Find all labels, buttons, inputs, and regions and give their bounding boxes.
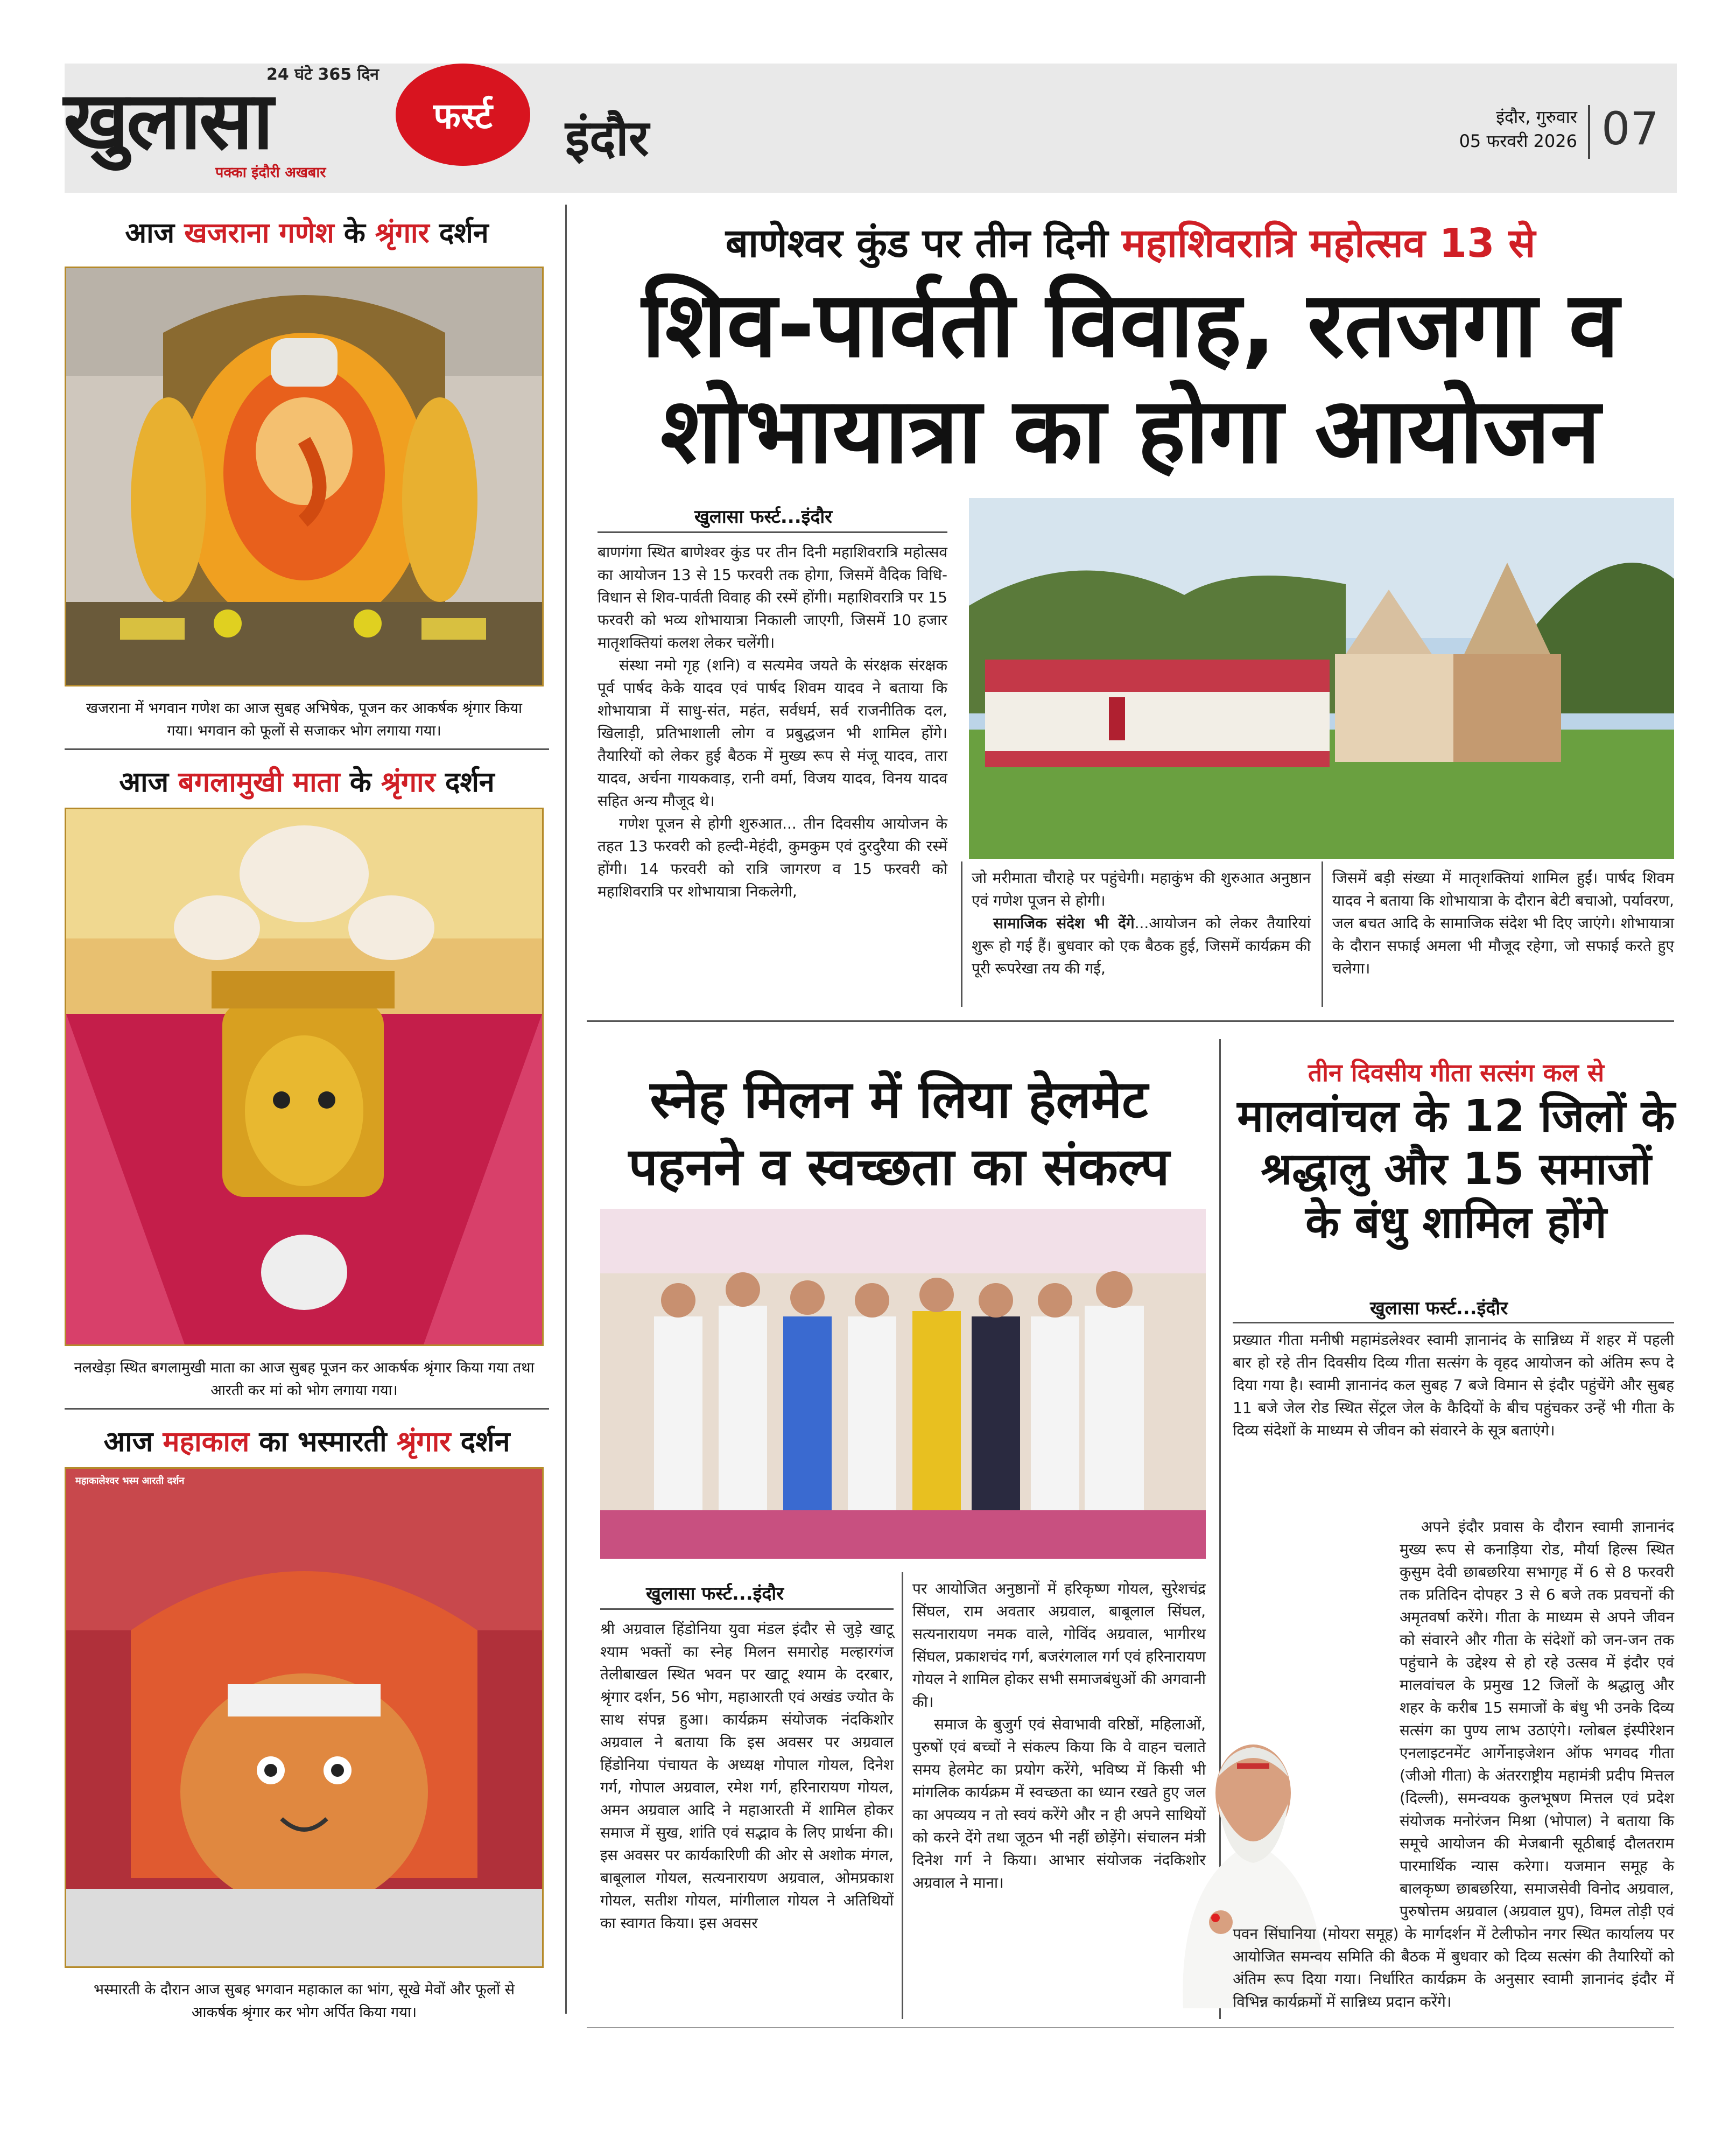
group-photo-illustration [600, 1209, 1206, 1559]
story2-headline: स्नेह मिलन में लिया हेलमेट पहनने व स्वच्छता का संकल्प [628, 1069, 1170, 1197]
story3-body-continued: अपने इंदौर प्रवास के दौरान स्वामी ज्ञानानंद मुख्य रूप से कनाड़िया रोड, मौर्या हिल्स स्थित कुसुम देवी छाबछरिया सभागृह में 6 से 8 फरवरी तक प्रतिदिन दोपहर 3 से 6 बजे तक प्रवचनों की अमृतवर्षा करेंगे। गीता के माध्यम से अपने जीवन को संवारने और गीता के संदेशों को जन-जन तक पहुंचाने के उद्देश्य से हो रहे उत्सव में इंदौर एवं मालवांचल के प्रमुख 12 जिलों के श्रद्धालु और शहर के करीब 15 समाजों के बंधु भी उनके दिव्य सत्संग का पुण्य लाभ उठाएंगे। ग्लोबल इंस्पीरेशन एनलाइटनमेंट आर्गेनाइजेशन ऑफ भगवद गीता (जीओ गीता) के अंतरराष्ट्रीय महामंत्री प्रदीप मित्तल (दिल्ली), समन्वयक कुलभूषण मित्तल एवं प्रदेश संयोजक मनोरंजन मिश्रा (भोपाल) ने बताया कि समूचे आयोजन की मेजबानी सूठीबाई दौलतराम पारमार्थिक न्यास करेगा। यजमान समूह के बालकृष्ण छाबछरिया, समाजसेवी विनोद अग्रवाल, पुरुषोत्तम अग्रवाल (अग्रवाल ग्रुप), विमल तोड़ी एवं पवन सिंघानिया (मोयरा समूह) के मार्गदर्शन में टेलीफोन नगर स्थित कार्यालय पर आयोजित समन्वय समिति की बैठक में बुधवार को दिव्य सत्संग की तैयारियों को अंतिम रूप दिया गया। निर्धारित कार्यक्रम के अनुसार स्वामी ज्ञानानंद इंदौर में विभिन्न कार्यक्रमों में सान्निध्य प्रदान करेंगे। [1233, 1518, 1674, 2010]
logo-badge: फर्स्ट [396, 64, 530, 166]
portrait-text-wrap [1233, 1672, 1394, 1919]
story3-kicker: तीन दिवसीय गीता सत्संग कल से [1308, 1058, 1605, 1087]
baglamukhi-idol-illustration [66, 809, 542, 1344]
mahakal-heading: आज महाकाल का भस्मारती श्रृंगार दर्शन [103, 1426, 510, 1458]
dateline-date: 05 फरवरी 2026 [1459, 130, 1577, 151]
left-divider-1 [65, 748, 549, 750]
story3-headline: मालवांचल के 12 जिलों के श्रद्धालु और 15 समाजों के बंधु शामिल होंगे [1237, 1091, 1675, 1248]
story1-column-1: बाणगंगा स्थित बाणेश्वर कुंड पर तीन दिनी महाशिवरात्रि महोत्सव का आयोजन 13 से 15 फरवरी तक होगा, जिसमें वैदिक विधि-विधान से शिव-पार्वती विवाह की रस्में होंगी। महाशिवरात्रि पर 15 फरवरी को भव्य शोभायात्रा निकाली जाएगी, जिसमें 10 हजार मातृशक्तियां कलश लेकर चलेंगी। संस्था नमो गृह (शनि) व सत्यमेव जयते के संरक्षक संरक्षक पूर्व पार्षद केके यादव एवं पार्षद शिवम यादव ने बताया कि शोभायात्रा में साधु-संत, महंत, सर्वधर्म, सर्व राजनीतिक दल, खिलाड़ी, प्रतिभाशाली लोग व प्रबुद्धजन भी शामिल होंगे। तैयारियों को लेकर हुई बैठक में मुख्य रूप से मंजू यादव, तारा यादव, अर्चना गायकवाड़, रानी वर्मा, विजय यादव, विनय यादव सहित अन्य मौजूद थे। गणेश पूजन से होगी शुरुआत... तीन दिवसीय आयोजन के तहत 13 फरवरी को हल्दी-मेहंदी, कुमकुम एवं दुरदुरैया की रस्में होंगी। 14 फरवरी को रात्रि जागरण व 15 फरवरी को महाशिवरात्रि पर शोभायात्रा निकलेगी, [598, 543, 947, 900]
khajrana-heading: आज खजराना गणेश के श्रृंगार दर्शन [125, 217, 489, 249]
mahakal-shringar-illustration [66, 1469, 542, 1966]
story1-column-3: जिसमें बड़ी संख्या में मातृशक्तियां शामिल हुईं। पार्षद शिवम यादव ने बताया कि शोभायात्रा के दौरान बेटी बचाओ, पर्यावरण, जल बचत आदि के सामाजिक संदेश भी दिए जाएंगे। शोभायात्रा के दौरान सफाई अमला भी मौजूद रहेगा, जो सफाई करते हुए चलेगा। [1332, 869, 1674, 977]
mahakal-photo [65, 1467, 544, 1968]
story1-bottom-rule [587, 1020, 1674, 1022]
temple-illustration [969, 498, 1674, 859]
mahakal-photo-label: महाकालेश्वर भस्म आरती दर्शन [75, 1475, 185, 1487]
story2-byline: खुलासा फर्स्ट...इंदौर [646, 1583, 784, 1604]
dateline-day: इंदौर, गुरुवार [1496, 107, 1577, 127]
story2-col-rule [902, 1572, 903, 2019]
ganesh-idol-illustration [66, 268, 542, 685]
story2-group-photo [600, 1209, 1206, 1559]
story1-col-rule-2 [1322, 861, 1323, 1007]
khajrana-caption: खजराना में भगवान गणेश का आज सुबह अभिषेक, पूजन कर आकर्षक श्रृंगार किया गया। भगवान को फूलों से सजाकर भोग लगाया गया। [86, 700, 522, 739]
story2-byline-rule [600, 1608, 894, 1610]
page-number: 07 [1601, 102, 1659, 155]
story3-byline-rule [1233, 1322, 1674, 1323]
logo-subtitle: पक्का इंदौरी अखबार [215, 164, 326, 181]
baglamukhi-caption: नलखेड़ा स्थित बगलामुखी माता का आज सुबह पूजन कर आकर्षक श्रृंगार किया गया तथा आरती कर मां को भोग लगाया गया। [74, 1360, 535, 1399]
baglamukhi-heading: आज बगलामुखी माता के श्रृंगार दर्शन [119, 766, 495, 798]
story1-byline-rule [598, 531, 947, 533]
story1-byline: खुलासा फर्स्ट...इंदौर [694, 506, 833, 528]
dateline-divider [1588, 105, 1590, 159]
left-divider-2 [65, 1408, 549, 1410]
story1-temple-photo [969, 498, 1674, 859]
story2-column-2: पर आयोजित अनुष्ठानों में हरिकृष्ण गोयल, सुरेशचंद्र सिंघल, राम अवतार अग्रवाल, बाबूलाल सिंघल, सत्यनारायण नमक वाले, गोविंद अग्रवाल, भागीरथ सिंघल, प्रकाशचंद गर्ग, बजरंगलाल गर्ग एवं हरिनारायण गोयल ने शामिल होकर सभी समाजबंधुओं की अगवानी की। समाज के बुजुर्ग एवं सेवाभावी वरिष्ठों, महिलाओं, पुरुषों एवं बच्चों ने संकल्प किया कि वे वाहन चलाते समय हेलमेट का प्रयोग करेंगे, भविष्य में किसी भी मांगलिक कार्यक्रम में स्वच्छता का ध्यान रखते हुए जल का अपव्यय न तो स्वयं करेंगे और न ही अपने साथियों को करने देंगे तथा जूठन भी नहीं छोड़ेंगे। संचालन मंत्री दिनेश गर्ग ने किया। आभार संयोजक नंदकिशोर अग्रवाल ने माना। [912, 1580, 1206, 1891]
left-column-rule [565, 205, 567, 2014]
baglamukhi-photo [65, 808, 544, 1346]
story1-col-rule-1 [961, 861, 962, 1007]
section-city: इंदौर [565, 109, 649, 167]
khajrana-ganesh-photo [65, 267, 544, 686]
story3-byline: खुलासा फर्स्ट...इंदौर [1370, 1298, 1508, 1319]
story2-column-1: श्री अग्रवाल हिंडोनिया युवा मंडल इंदौर से जुड़े खाटू श्याम भक्तों का स्नेह मिलन समारोह मल्हारगंज तेलीबाखल स्थित भवन पर खाटू श्याम के दरबार, श्रृंगार दर्शन, 56 भोग, महाआरती एवं अखंड ज्योत के साथ संपन्न हुआ। कार्यक्रम संयोजक नंदकिशोर अग्रवाल ने बताया कि इस अवसर पर अग्रवाल हिंडोनिया पंचायत के अध्यक्ष गोपाल गोयल, दिनेश गर्ग, गोपाल अग्रवाल, रमेश गर्ग, हरिनारायण गोयल, अमन अग्रवाल आदि ने महाआरती में शामिल होकर समाज में सुख, शांति एवं सद्भाव के लिए प्रार्थना की। इस अवसर पर कार्यकारिणी की ओर से अशोक मंगल, बाबूलाल गोयल, सत्यनारायण अग्रवाल, ओमप्रकाश गोयल, सतीश गोयल, मांगीलाल गोयल ने अतिथियों का स्वागत किया। इस अवसर [600, 1620, 894, 1932]
story1-kicker: बाणेश्वर कुंड पर तीन दिनी महाशिवरात्रि महोत्सव 13 से [725, 220, 1536, 267]
story1-headline: शिव-पार्वती विवाह, रतजगा व शोभायात्रा का होगा आयोजन [642, 272, 1619, 484]
dateline [1443, 105, 1577, 153]
masthead-tagline: 24 घंटे 365 दिन [266, 65, 379, 84]
story3-body: प्रख्यात गीता मनीषी महामंडलेश्वर स्वामी ज्ञानानंद के सान्निध्य में शहर में पहली बार हो रहे तीन दिवसीय दिव्य गीता सत्संग के वृहद आयोजन को अंतिम रूप दे दिया गया है। स्वामी ज्ञानानंद कल सुबह 7 बजे विमान से इंदौर पहुंचेंगे और सुबह 11 बजे जेल रोड स्थित सेंट्रल जेल के कैदियों के बीच पहुंचकर उन्हें भी गीता के दिव्य संदेशों के माध्यम से जीवन को संवारने के सूत्र बताएंगे। [1233, 1331, 1674, 1439]
logo-wordmark: खुलासा [64, 74, 272, 167]
mahakal-caption: भस्मारती के दौरान आज सुबह भगवान महाकाल का भांग, सूखे मेवों और फूलों से आकर्षक श्रृंगार कर भोग अर्पित किया गया। [93, 1981, 515, 2021]
page-bottom-rule [587, 2027, 1674, 2028]
story1-column-2: जो मरीमाता चौराहे पर पहुंचेगी। महाकुंभ की शुरुआत अनुष्ठान एवं गणेश पूजन से होगी। सामाजिक संदेश भी देंगे...आयोजन को लेकर तैयारियां शुरू हो गई हैं। बुधवार को एक बैठक हुई, जिसमें कार्यक्रम की पूरी रूपरेखा तय की गई, [972, 869, 1311, 977]
